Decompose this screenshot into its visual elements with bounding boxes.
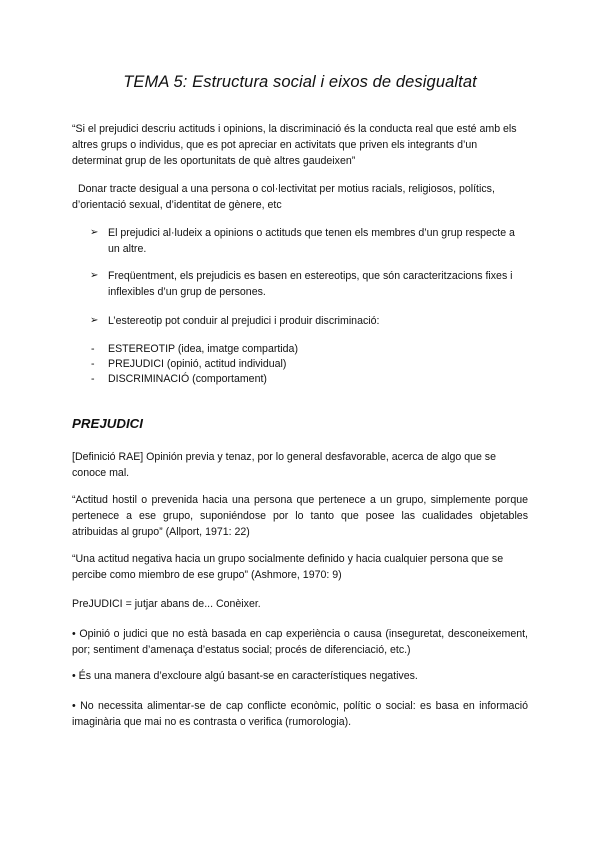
arrow-bullet-icon: ➢ bbox=[90, 315, 99, 326]
prejudice-point: • Opinió o judici que no està basada en cap experiència o causa (inseguretat, desconeixement, por; sentiment d’amenaça d’estatus social; procés de diferenciació, etc.) bbox=[72, 628, 528, 656]
arrow-bullet-text: El prejudici al·ludeix a opinions o actituds que tenen els membres d’un grup respecte a un altre. bbox=[108, 227, 515, 255]
arrow-bullet-item bbox=[90, 268, 528, 300]
arrow-bullet-item bbox=[90, 225, 528, 257]
prejudice-point: • No necessita alimentar-se de cap conflicte econòmic, polític o social: es basa en informació imaginària que mai no es contrasta o verifica (rumorologia). bbox=[72, 700, 528, 728]
allport-quote: “Actitud hostil o prevenida hacia una persona que pertenece a un grupo, simplemente porque pertenece a ese grupo, suponiéndose por lo tanto que posee las cualidades objetables atribuidas al grupo” (Allport, 1971: 22) bbox=[72, 494, 528, 538]
ashmore-quote: “Una actitud negativa hacia un grupo socialmente definido y hacia cualquier persona que se percibe como miembro de ese grupo” (Ashmore, 1970: 9) bbox=[72, 553, 504, 581]
dash-marker: - bbox=[91, 358, 95, 370]
etymology-line: PreJUDICI = jutjar abans de... Conèixer. bbox=[72, 598, 261, 610]
prejudice-point: • És una manera d’excloure algú basant-se en característiques negatives. bbox=[72, 670, 418, 682]
dash-item-text: PREJUDICI (opinió, actitud individual) bbox=[108, 358, 287, 370]
arrow-bullet-item bbox=[90, 313, 528, 329]
discrimination-definition: Donar tracte desigual a una persona o col·lectivitat per motius racials, religiosos, polítics, d’orientació sexual, d’identitat de gènere, etc bbox=[72, 183, 495, 211]
dash-list-item bbox=[91, 357, 511, 372]
dash-item-text: ESTEREOTIP (idea, imatge compartida) bbox=[108, 343, 298, 355]
dash-list-item bbox=[91, 342, 511, 357]
rae-definition: [Definició RAE] Opinión previa y tenaz, por lo general desfavorable, acerca de algo que se conoce mal. bbox=[72, 451, 496, 479]
arrow-bullet-icon: ➢ bbox=[90, 270, 99, 281]
page-title: TEMA 5: Estructura social i eixos de desigualtat bbox=[123, 73, 477, 91]
dash-marker: - bbox=[91, 343, 95, 355]
dash-list-item bbox=[91, 372, 511, 387]
arrow-bullet-text: Freqüentment, els prejudicis es basen en estereotips, que són caracteritzacions fixes i inflexibles d’un grup de persones. bbox=[108, 270, 513, 298]
dash-marker: - bbox=[91, 373, 95, 385]
arrow-bullet-text: L’estereotip pot conduir al prejudici i produir discriminació: bbox=[108, 315, 380, 327]
intro-quote: “Si el prejudici descriu actituds i opinions, la discriminació és la conducta real que esté amb els altres grups o individus, que es pot apreciar en activitats que priven els integrants d’un determinat grup de les oportunitats de què altres gaudeixen” bbox=[72, 123, 517, 167]
section-heading-prejudici: PREJUDICI bbox=[72, 416, 143, 431]
dash-item-text: DISCRIMINACIÓ (comportament) bbox=[108, 373, 267, 385]
arrow-bullet-icon: ➢ bbox=[90, 227, 99, 238]
